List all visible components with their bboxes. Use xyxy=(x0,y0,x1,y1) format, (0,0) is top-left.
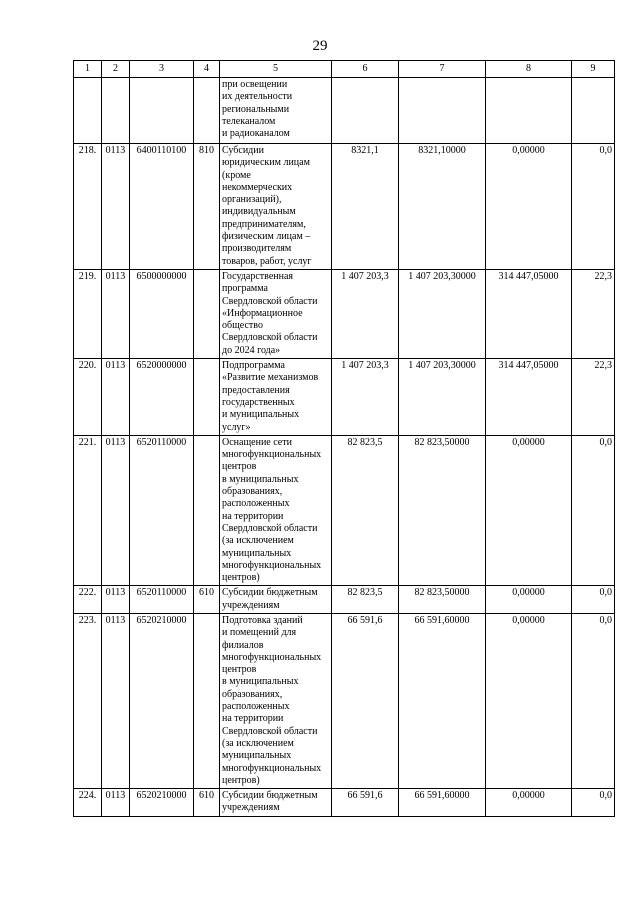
planned-amount: 66 591,6 xyxy=(332,613,399,788)
executed-amount: 0,00000 xyxy=(486,586,572,614)
planned-amount: 1 407 203,3 xyxy=(332,269,399,358)
row-number: 224. xyxy=(74,789,102,817)
target-article-code: 6520110000 xyxy=(130,435,194,586)
table-row xyxy=(74,359,615,436)
approved-amount: 1 407 203,30000 xyxy=(399,269,486,358)
approved-amount: 66 591,60000 xyxy=(399,613,486,788)
executed-amount: 314 447,05000 xyxy=(486,359,572,436)
planned-amount: 82 823,5 xyxy=(332,586,399,614)
execution-percent: 22,3 xyxy=(572,359,615,436)
execution-percent: 0,0 xyxy=(572,144,615,270)
target-article-code xyxy=(130,78,194,144)
expense-type-code xyxy=(194,269,220,358)
table-row xyxy=(74,269,615,358)
item-name: при освещении их деятельности региональными телеканалом и радиоканалом xyxy=(220,78,332,144)
column-header: 3 xyxy=(130,61,194,78)
section-code: 0113 xyxy=(102,269,130,358)
item-name: Государственная программа Свердловской области «Информационное общество Свердловской области до 2024 года» xyxy=(220,269,332,358)
approved-amount: 82 823,50000 xyxy=(399,586,486,614)
planned-amount: 8321,1 xyxy=(332,144,399,270)
executed-amount xyxy=(486,78,572,144)
expense-type-code: 810 xyxy=(194,144,220,270)
item-name: Подготовка зданий и помещений для филиалов многофункциональных центров в муниципальных образованиях, расположенных на территории Свердловской области (за исключением муниципальных многофункциональных центров) xyxy=(220,613,332,788)
column-header: 5 xyxy=(220,61,332,78)
section-code: 0113 xyxy=(102,586,130,614)
target-article-code: 6520000000 xyxy=(130,359,194,436)
table-row xyxy=(74,435,615,586)
execution-percent: 22,3 xyxy=(572,269,615,358)
expense-type-code xyxy=(194,78,220,144)
item-name: Оснащение сети многофункциональных центров в муниципальных образованиях, расположенных на территории Свердловской области (за исключением муниципальных многофункциональных центров) xyxy=(220,435,332,586)
row-number: 218. xyxy=(74,144,102,270)
column-header: 9 xyxy=(572,61,615,78)
column-header: 1 xyxy=(74,61,102,78)
row-number: 223. xyxy=(74,613,102,788)
header-row xyxy=(74,61,615,78)
item-name: Субсидии бюджетным учреждениям xyxy=(220,586,332,614)
executed-amount: 314 447,05000 xyxy=(486,269,572,358)
expense-type-code xyxy=(194,435,220,586)
item-name: Подпрограмма «Развитие механизмов предоставления государственных и муниципальных услуг» xyxy=(220,359,332,436)
item-name: Субсидии юридическим лицам (кроме некоммерческих организаций), индивидуальным предпринимателям, физическим лицам – производителям товаров, работ, услуг xyxy=(220,144,332,270)
expense-type-code xyxy=(194,359,220,436)
approved-amount: 82 823,50000 xyxy=(399,435,486,586)
planned-amount: 1 407 203,3 xyxy=(332,359,399,436)
row-number: 220. xyxy=(74,359,102,436)
column-header: 6 xyxy=(332,61,399,78)
column-header: 7 xyxy=(399,61,486,78)
section-code: 0113 xyxy=(102,613,130,788)
execution-percent: 0,0 xyxy=(572,613,615,788)
executed-amount: 0,00000 xyxy=(486,144,572,270)
target-article-code: 6400110100 xyxy=(130,144,194,270)
table-row xyxy=(74,144,615,270)
item-name: Субсидии бюджетным учреждениям xyxy=(220,789,332,817)
page-number: 29 xyxy=(312,38,328,54)
row-number: 222. xyxy=(74,586,102,614)
execution-percent: 0,0 xyxy=(572,435,615,586)
target-article-code: 6520210000 xyxy=(130,789,194,817)
executed-amount: 0,00000 xyxy=(486,435,572,586)
row-number: 219. xyxy=(74,269,102,358)
section-code: 0113 xyxy=(102,359,130,436)
approved-amount: 66 591,60000 xyxy=(399,789,486,817)
expense-type-code: 610 xyxy=(194,789,220,817)
row-number: 221. xyxy=(74,435,102,586)
table-row xyxy=(74,78,615,144)
execution-percent: 0,0 xyxy=(572,586,615,614)
execution-percent: 0,0 xyxy=(572,789,615,817)
column-header: 8 xyxy=(486,61,572,78)
expense-type-code: 610 xyxy=(194,586,220,614)
approved-amount xyxy=(399,78,486,144)
planned-amount: 66 591,6 xyxy=(332,789,399,817)
column-header: 4 xyxy=(194,61,220,78)
row-number xyxy=(74,78,102,144)
section-code: 0113 xyxy=(102,789,130,817)
section-code: 0113 xyxy=(102,144,130,270)
section-code xyxy=(102,78,130,144)
expense-type-code xyxy=(194,613,220,788)
approved-amount: 8321,10000 xyxy=(399,144,486,270)
approved-amount: 1 407 203,30000 xyxy=(399,359,486,436)
table-row xyxy=(74,789,615,817)
target-article-code: 6520110000 xyxy=(130,586,194,614)
table-row xyxy=(74,586,615,614)
table-row xyxy=(74,613,615,788)
target-article-code: 6520210000 xyxy=(130,613,194,788)
budget-table xyxy=(73,60,615,817)
planned-amount xyxy=(332,78,399,144)
executed-amount: 0,00000 xyxy=(486,613,572,788)
executed-amount: 0,00000 xyxy=(486,789,572,817)
section-code: 0113 xyxy=(102,435,130,586)
target-article-code: 6500000000 xyxy=(130,269,194,358)
execution-percent xyxy=(572,78,615,144)
column-header: 2 xyxy=(102,61,130,78)
planned-amount: 82 823,5 xyxy=(332,435,399,586)
